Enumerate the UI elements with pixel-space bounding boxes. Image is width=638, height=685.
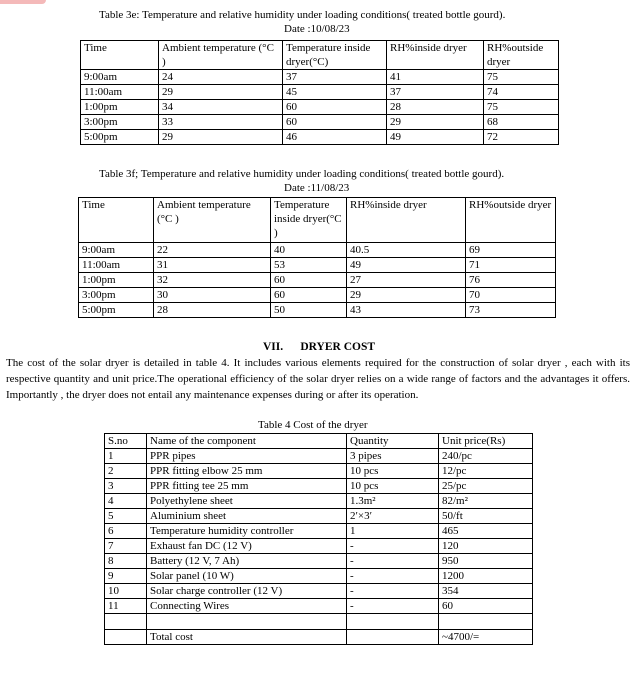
table-3f xyxy=(78,197,556,318)
cell: 4 xyxy=(105,494,147,509)
header-cell: Ambient temperature (°C ) xyxy=(154,198,271,243)
cell: 50 xyxy=(271,303,347,318)
table-row xyxy=(81,130,559,145)
cell: 28 xyxy=(387,100,484,115)
cell: - xyxy=(347,599,439,614)
cell: 29 xyxy=(347,288,466,303)
table-row xyxy=(105,509,533,524)
table-row xyxy=(81,70,559,85)
table-row xyxy=(105,599,533,614)
cell: 5:00pm xyxy=(79,303,154,318)
cell: 41 xyxy=(387,70,484,85)
header-cell: Ambient temperature (°C ) xyxy=(159,41,283,70)
cell: 40 xyxy=(271,243,347,258)
cell: 37 xyxy=(387,85,484,100)
header-cell: Time xyxy=(79,198,154,243)
table-row xyxy=(105,479,533,494)
cell: Temperature humidity controller xyxy=(147,524,347,539)
header-cell: RH%outside dryer xyxy=(484,41,559,70)
cell: 29 xyxy=(159,130,283,145)
header-cell: S.no xyxy=(105,434,147,449)
cell: 240/pc xyxy=(439,449,533,464)
cell: PPR pipes xyxy=(147,449,347,464)
table-3e-date: Date :10/08/23 xyxy=(284,23,350,35)
cell: 3 pipes xyxy=(347,449,439,464)
cell: 1:00pm xyxy=(79,273,154,288)
cell: Aluminium sheet xyxy=(147,509,347,524)
cell: 60 xyxy=(439,599,533,614)
cell: 27 xyxy=(347,273,466,288)
cell: 8 xyxy=(105,554,147,569)
cell: 70 xyxy=(466,288,556,303)
cell: ~4700/= xyxy=(439,630,533,645)
table-row xyxy=(105,494,533,509)
section-title: DRYER COST xyxy=(300,341,376,353)
cell: 10 xyxy=(105,584,147,599)
cell: 354 xyxy=(439,584,533,599)
cell: 22 xyxy=(154,243,271,258)
cell: 28 xyxy=(154,303,271,318)
table-3f-caption: Table 3f; Temperature and relative humidity under loading conditions( treated bottle gourd). xyxy=(99,168,505,180)
table-row xyxy=(105,464,533,479)
cell xyxy=(347,614,439,630)
cell: 1 xyxy=(105,449,147,464)
cell: - xyxy=(347,554,439,569)
cell xyxy=(347,630,439,645)
header-cell: Name of the component xyxy=(147,434,347,449)
cell: 25/pc xyxy=(439,479,533,494)
cell: 68 xyxy=(484,115,559,130)
page-corner-mark xyxy=(0,0,46,4)
table-row xyxy=(81,100,559,115)
cell: 73 xyxy=(466,303,556,318)
table-row xyxy=(79,243,556,258)
cell: 60 xyxy=(271,288,347,303)
cell: 71 xyxy=(466,258,556,273)
cell: 75 xyxy=(484,100,559,115)
section-heading xyxy=(0,340,638,354)
cell: - xyxy=(347,569,439,584)
cell: 32 xyxy=(154,273,271,288)
cell: 11:00am xyxy=(81,85,159,100)
cell: 1.3m² xyxy=(347,494,439,509)
cell: 5 xyxy=(105,509,147,524)
cell: 7 xyxy=(105,539,147,554)
cell: 3 xyxy=(105,479,147,494)
cell-text: Solar charge controller (12 V) xyxy=(150,585,283,597)
cell: - xyxy=(347,539,439,554)
cell: 1:00pm xyxy=(81,100,159,115)
table-header-row xyxy=(105,434,533,449)
cell: 1200 xyxy=(439,569,533,584)
cell: 950 xyxy=(439,554,533,569)
table-row xyxy=(79,303,556,318)
table-row xyxy=(105,449,533,464)
table-4-caption: Table 4 Cost of the dryer xyxy=(258,419,368,431)
table-3e xyxy=(80,40,559,145)
cell: 11 xyxy=(105,599,147,614)
cell: Polyethylene sheet xyxy=(147,494,347,509)
header-cell: RH%outside dryer xyxy=(466,198,556,243)
cell: 9 xyxy=(105,569,147,584)
cell: 31 xyxy=(154,258,271,273)
cell xyxy=(439,614,533,630)
cell: 49 xyxy=(387,130,484,145)
cell: Battery (12 V, 7 Ah) xyxy=(147,554,347,569)
cell: 37 xyxy=(283,70,387,85)
cell: 2 xyxy=(105,464,147,479)
cell: 12/pc xyxy=(439,464,533,479)
cell: Total cost xyxy=(147,630,347,645)
cell: 75 xyxy=(484,70,559,85)
cell: 120 xyxy=(439,539,533,554)
cell: 53 xyxy=(271,258,347,273)
section-number: VII. xyxy=(262,341,284,353)
cell: 60 xyxy=(283,100,387,115)
table-row xyxy=(105,614,533,630)
cell: 76 xyxy=(466,273,556,288)
cell: 69 xyxy=(466,243,556,258)
header-cell: Quantity xyxy=(347,434,439,449)
cell: 1 xyxy=(347,524,439,539)
header-cell: Unit price(Rs) xyxy=(439,434,533,449)
cell: Exhaust fan DC (12 V) xyxy=(147,539,347,554)
cell: 9:00am xyxy=(79,243,154,258)
cell: 72 xyxy=(484,130,559,145)
cell: 43 xyxy=(347,303,466,318)
cell: 34 xyxy=(159,100,283,115)
cell: 24 xyxy=(159,70,283,85)
cell: 30 xyxy=(154,288,271,303)
cell: 46 xyxy=(283,130,387,145)
table-row xyxy=(79,288,556,303)
cell: 10 pcs xyxy=(347,464,439,479)
table-3e-caption: Table 3e: Temperature and relative humidity under loading conditions( treated bottle gourd). xyxy=(99,9,506,21)
table-row xyxy=(105,630,533,645)
cell: Connecting Wires xyxy=(147,599,347,614)
cell: 60 xyxy=(283,115,387,130)
table-row xyxy=(79,258,556,273)
table-row xyxy=(105,554,533,569)
cell: 49 xyxy=(347,258,466,273)
table-row xyxy=(81,85,559,100)
header-cell: RH%inside dryer xyxy=(387,41,484,70)
cell: 29 xyxy=(387,115,484,130)
cell: Solar panel (10 W) xyxy=(147,569,347,584)
table-row xyxy=(79,273,556,288)
table-3f-date: Date :11/08/23 xyxy=(284,182,350,194)
cell: 6 xyxy=(105,524,147,539)
cell: 10 pcs xyxy=(347,479,439,494)
table-row xyxy=(105,539,533,554)
cell: 60 xyxy=(271,273,347,288)
cell: 3:00pm xyxy=(79,288,154,303)
cell: PPR fitting elbow 25 mm xyxy=(147,464,347,479)
table-row xyxy=(105,584,533,599)
cell: 45 xyxy=(283,85,387,100)
header-cell: Temperature inside dryer(°C ) xyxy=(271,198,347,243)
cell: 40.5 xyxy=(347,243,466,258)
cell: 82/m² xyxy=(439,494,533,509)
header-cell: Time xyxy=(81,41,159,70)
section-paragraph: The cost of the solar dryer is detailed in table 4. It includes various elements required for the construction of solar dryer , each with its respective quantity and unit price.The operational efficiency of the solar dryer relies on a wide range of factors and the advantages it offers. Importantly , the dryer does not entail any maintenance expenses during or after its operation. xyxy=(6,357,630,401)
header-cell: Temperature inside dryer(°C) xyxy=(283,41,387,70)
cell: 2ʹ×3ʹ xyxy=(347,509,439,524)
cell xyxy=(147,584,347,599)
cell xyxy=(147,614,347,630)
table-row xyxy=(105,524,533,539)
cell: 29 xyxy=(159,85,283,100)
cell: 5:00pm xyxy=(81,130,159,145)
cell: PPR fitting tee 25 mm xyxy=(147,479,347,494)
cell: 74 xyxy=(484,85,559,100)
cell: 11:00am xyxy=(79,258,154,273)
cell xyxy=(105,630,147,645)
header-cell: RH%inside dryer xyxy=(347,198,466,243)
table-row xyxy=(81,115,559,130)
cell: 50/ft xyxy=(439,509,533,524)
table-row xyxy=(105,569,533,584)
cell: 3:00pm xyxy=(81,115,159,130)
table-4 xyxy=(104,433,533,645)
cell: 33 xyxy=(159,115,283,130)
cell: 465 xyxy=(439,524,533,539)
cell: - xyxy=(347,584,439,599)
cell xyxy=(105,614,147,630)
cell: 9:00am xyxy=(81,70,159,85)
